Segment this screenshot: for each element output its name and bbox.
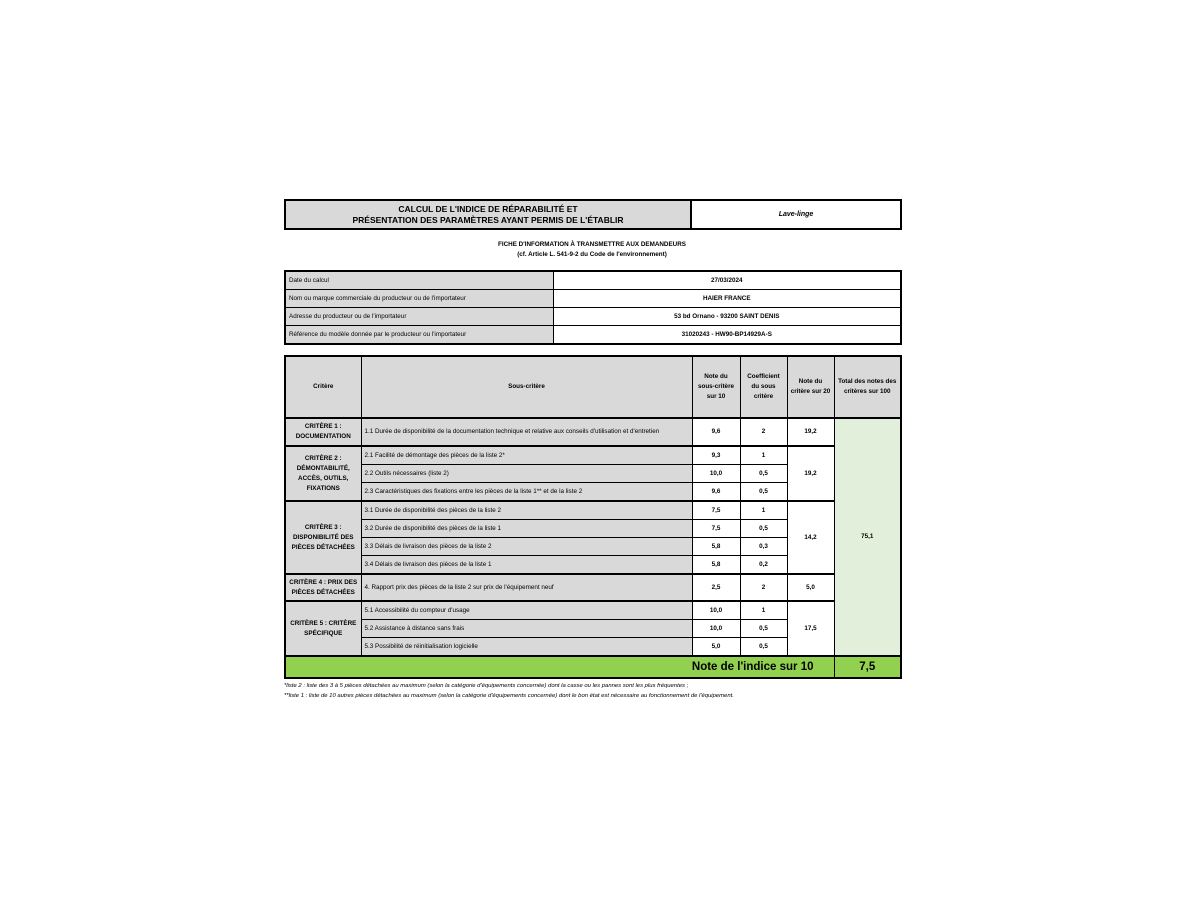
final-score-label: Note de l'indice sur 10 [285,656,834,678]
col-header-total: Total des notes des critères sur 100 [834,356,901,418]
sub-criterion-label: 5.1 Accessibilité du compteur d'usage [361,601,692,620]
criterion-score: 19,2 [787,418,834,446]
info-value: 27/03/2024 [553,271,901,290]
col-header-note-sous: Note du sous-critère sur 10 [692,356,740,418]
sub-criterion-note: 9,6 [692,418,740,446]
criterion-score: 5,0 [787,574,834,601]
repairability-sheet [284,199,900,701]
sheet-title-line1: CALCUL DE L'INDICE DE RÉPARABILITÉ ET [398,203,578,214]
info-row [285,271,901,290]
sub-criterion-note: 9,3 [692,446,740,465]
sub-criterion-note: 5,8 [692,538,740,556]
product-category: Lave-linge [691,200,901,229]
final-score-value: 7,5 [834,656,901,678]
fiche-line1: FICHE D'INFORMATION À TRANSMETTRE AUX DEMANDEURS [498,241,686,248]
col-header-note-critere: Note du critère sur 20 [787,356,834,418]
table-row [285,501,901,520]
fiche-line2: (cf. Article L. 541-9-2 du Code de l'environnement) [517,251,667,258]
footnotes [284,681,900,701]
total-score: 75,1 [834,418,901,656]
info-row [285,290,901,308]
info-row [285,326,901,345]
criteria-header-row [285,356,901,418]
sub-criterion-label: 3.1 Durée de disponibilité des pièces de la liste 2 [361,501,692,520]
table-row [285,601,901,620]
sub-criterion-note: 2,5 [692,574,740,601]
info-value: 31020243 - HW90-BP14929A-S [553,326,901,345]
info-row [285,308,901,326]
sub-criterion-coef: 0,5 [740,483,787,502]
col-header-sous-critere: Sous-critère [361,356,692,418]
sheet-title-line2: PRÉSENTATION DES PARAMÈTRES AYANT PERMIS DE L'ÉTABLIR [352,214,624,225]
info-label: Date du calcul [285,271,553,290]
sub-criterion-coef: 0,5 [740,465,787,483]
footnote-liste-2: *liste 2 : liste des 3 à 5 pièces détachées au maximum (selon la catégorie d'équipements concernée) dont la casse ou les pannes sont les plus fréquentes ; [284,683,689,689]
sub-criterion-note: 10,0 [692,620,740,638]
sub-criterion-note: 5,8 [692,556,740,575]
sub-criterion-coef: 0,3 [740,538,787,556]
criterion-name: CRITÈRE 4 : PRIX DES PIÈCES DÉTACHÉES [285,574,361,601]
sub-criterion-label: 5.2 Assistance à distance sans frais [361,620,692,638]
sub-criterion-coef: 0,5 [740,620,787,638]
sub-criterion-label: 5.3 Possibilité de réinitialisation logicielle [361,638,692,657]
info-value: HAIER FRANCE [553,290,901,308]
sub-criterion-label: 4. Rapport prix des pièces de la liste 2 sur prix de l'équipement neuf [361,574,692,601]
sub-criterion-note: 9,6 [692,483,740,502]
criterion-name: CRITÈRE 5 : CRITÈRE SPÉCIFIQUE [285,601,361,656]
sub-criterion-note: 7,5 [692,501,740,520]
col-header-critere: Critère [285,356,361,418]
criterion-name: CRITÈRE 1 : DOCUMENTATION [285,418,361,446]
sub-criterion-coef: 2 [740,418,787,446]
criterion-score: 14,2 [787,501,834,574]
criterion-name: CRITÈRE 2 : DÉMONTABILITÉ, ACCÈS, OUTILS, FIXATIONS [285,446,361,501]
col-header-coef: Coefficient du sous critère [740,356,787,418]
sub-criterion-coef: 0,5 [740,638,787,657]
sub-criterion-label: 3.2 Durée de disponibilité des pièces de la liste 1 [361,520,692,538]
sub-criterion-coef: 1 [740,601,787,620]
sub-criterion-coef: 2 [740,574,787,601]
title-table [284,199,902,230]
sheet-title [285,200,691,229]
final-score-row [285,656,901,678]
info-label: Adresse du producteur ou de l'importateur [285,308,553,326]
sub-criterion-coef: 1 [740,501,787,520]
sub-criterion-label: 2.1 Facilité de démontage des pièces de la liste 2* [361,446,692,465]
sub-criterion-label: 3.3 Délais de livraison des pièces de la liste 2 [361,538,692,556]
info-value: 53 bd Ornano - 93200 SAINT DENIS [553,308,901,326]
criterion-name: CRITÈRE 3 : DISPONIBILITÉ DES PIÈCES DÉTACHÉES [285,501,361,574]
table-row [285,418,901,446]
sub-criterion-note: 10,0 [692,465,740,483]
sub-criterion-label: 2.3 Caractéristiques des fixations entre les pièces de la liste 1** et de la liste 2 [361,483,692,502]
criterion-score: 17,5 [787,601,834,656]
footnote-liste-1: **liste 1 : liste de 10 autres pièces détachées au maximum (selon la catégorie d'équipements concernée) dont le bon état est nécessaire au fonctionnement de l'équipement. [284,693,734,699]
info-label: Nom ou marque commerciale du producteur ou de l'importateur [285,290,553,308]
fiche-heading [284,240,900,260]
sub-criterion-label: 3.4 Délais de livraison des pièces de la liste 1 [361,556,692,575]
table-row [285,574,901,601]
info-table [284,270,902,345]
sub-criterion-note: 7,5 [692,520,740,538]
criteria-table [284,355,902,679]
sub-criterion-label: 2.2 Outils nécessaires (liste 2) [361,465,692,483]
sub-criterion-coef: 0,5 [740,520,787,538]
table-row [285,446,901,465]
sub-criterion-label: 1.1 Durée de disponibilité de la documentation technique et relative aux conseils d'utilisation et d'entretien [361,418,692,446]
sub-criterion-note: 10,0 [692,601,740,620]
sub-criterion-coef: 1 [740,446,787,465]
sub-criterion-note: 5,0 [692,638,740,657]
criterion-score: 19,2 [787,446,834,501]
info-label: Référence du modèle donnée par le producteur ou l'importateur [285,326,553,345]
sub-criterion-coef: 0,2 [740,556,787,575]
